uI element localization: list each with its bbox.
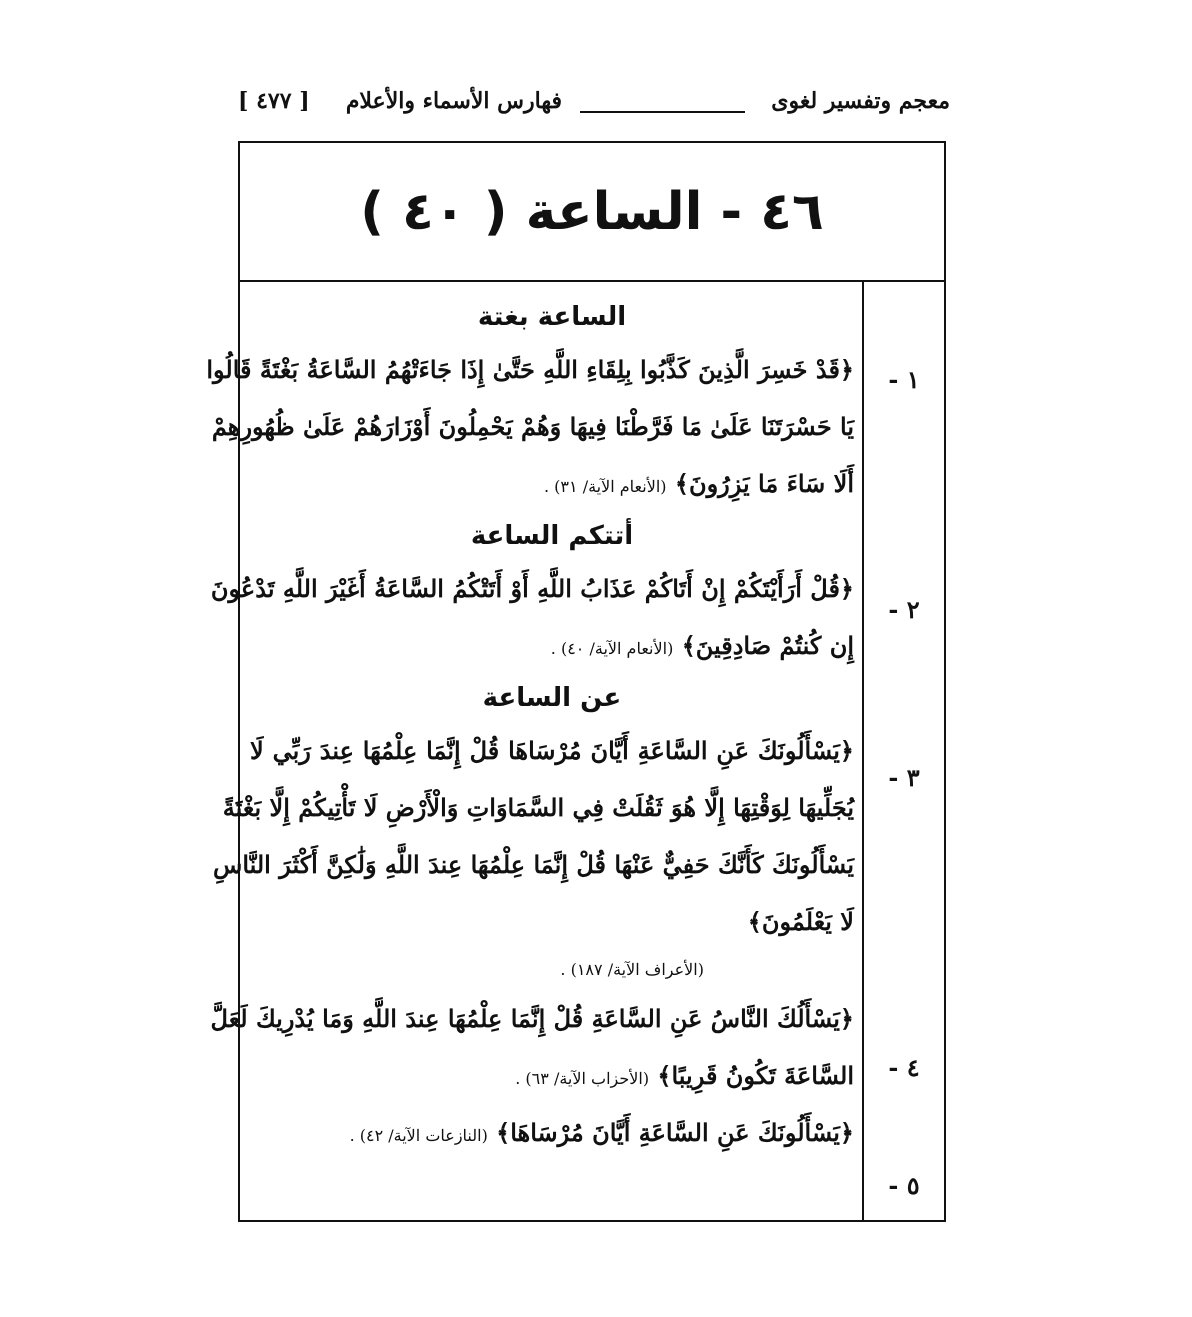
entry-number: ٢ - [888,595,920,624]
verse-reference: (النازعات الآية/ ٤٢) . [349,1126,488,1145]
entry-number: ١ - [888,365,920,394]
entry-number: ٥ - [888,1171,920,1200]
title-box [240,143,944,282]
verse-text: السَّاعَةَ تَكُونُ قَرِيبًا﴾ [657,1061,854,1090]
verse-line: يَا حَسْرَتَنَا عَلَىٰ مَا فَرَّطْنَا فِيهَا وَهُمْ يَحْمِلُونَ أَوْزَارَهُمْ عَلَىٰ ظُهُورِهِمْ [211,412,854,441]
verse-text: إِن كُنتُمْ صَادِقِينَ﴾ [681,631,854,660]
verse-line [250,455,854,512]
entry-heading: عن الساعة [482,683,622,713]
chapter-title: ٤٦ - الساعة ( ٤٠ ) [360,181,824,242]
verse-line: ﴿قَدْ خَسِرَ الَّذِينَ كَذَّبُوا بِلِقَاءِ اللَّهِ حَتَّىٰ إِذَا جَاءَتْهُمُ السَّاعَةُ بَغْتَةً قَالُوا [206,355,854,384]
verse-line [250,617,854,674]
number-column-divider [862,280,864,1220]
verse-line: ﴿يَسْأَلُكَ النَّاسُ عَنِ السَّاعَةِ قُلْ إِنَّمَا عِلْمُهَا عِندَ اللَّهِ وَمَا يُدْرِيكَ لَعَلَّ [210,1004,854,1033]
entry-heading: الساعة بغتة [477,302,627,332]
verse-text: أَلَا سَاءَ مَا يَزِرُونَ﴾ [674,469,854,498]
verse-line: يَسْأَلُونَكَ كَأَنَّكَ حَفِيٌّ عَنْهَا قُلْ إِنَّمَا عِلْمُهَا عِندَ اللَّهِ وَلَٰكِنَّ أَكْثَرَ النَّاسِ [213,850,854,879]
page-number: [ ٤٧٧ ] [238,88,310,114]
verse-text: ﴿يَسْأَلُونَكَ عَنِ السَّاعَةِ أَيَّانَ مُرْسَاهَا﴾ [496,1118,854,1147]
entry-number: ٣ - [888,763,920,792]
section-title: فهارس الأسماء والأعلام [345,88,562,114]
verse-reference: (الأعراف الآية/ ١٨٧) . [560,960,704,979]
entry-heading: أتتكم الساعة [470,521,634,551]
verse-line: يُجَلِّيهَا لِوَقْتِهَا إِلَّا هُوَ ثَقُلَتْ فِي السَّمَاوَاتِ وَالْأَرْضِ لَا تَأْتِيكُمْ إِلَّا بَغْتَةً [222,793,854,822]
verse-line: ﴿قُلْ أَرَأَيْتَكُمْ إِنْ أَتَاكُمْ عَذَابُ اللَّهِ أَوْ أَتَتْكُمُ السَّاعَةُ أَغَيْرَ اللَّهِ تَدْعُونَ [210,574,854,603]
book-title: معجم وتفسير لغوى [771,88,950,114]
verse-line: لَا يَعْلَمُونَ﴾ [747,907,854,936]
verse-reference: (الأحزاب الآية/ ٦٣) . [515,1069,650,1088]
entries-list [206,293,854,1161]
verse-line [250,1104,854,1161]
verse-reference: (الأنعام الآية/ ٤٠) . [550,639,674,658]
verse-line: ﴿يَسْأَلُونَكَ عَنِ السَّاعَةِ أَيَّانَ مُرْسَاهَا قُلْ إِنَّمَا عِلْمُهَا عِندَ رَبِّي لَا [250,736,854,765]
verse-reference: (الأنعام الآية/ ٣١) . [544,477,667,496]
header-rule [580,111,745,113]
entry-number: ٤ - [888,1053,920,1082]
content-frame [206,141,946,1222]
verse-line [250,1047,854,1104]
running-header [238,88,950,120]
